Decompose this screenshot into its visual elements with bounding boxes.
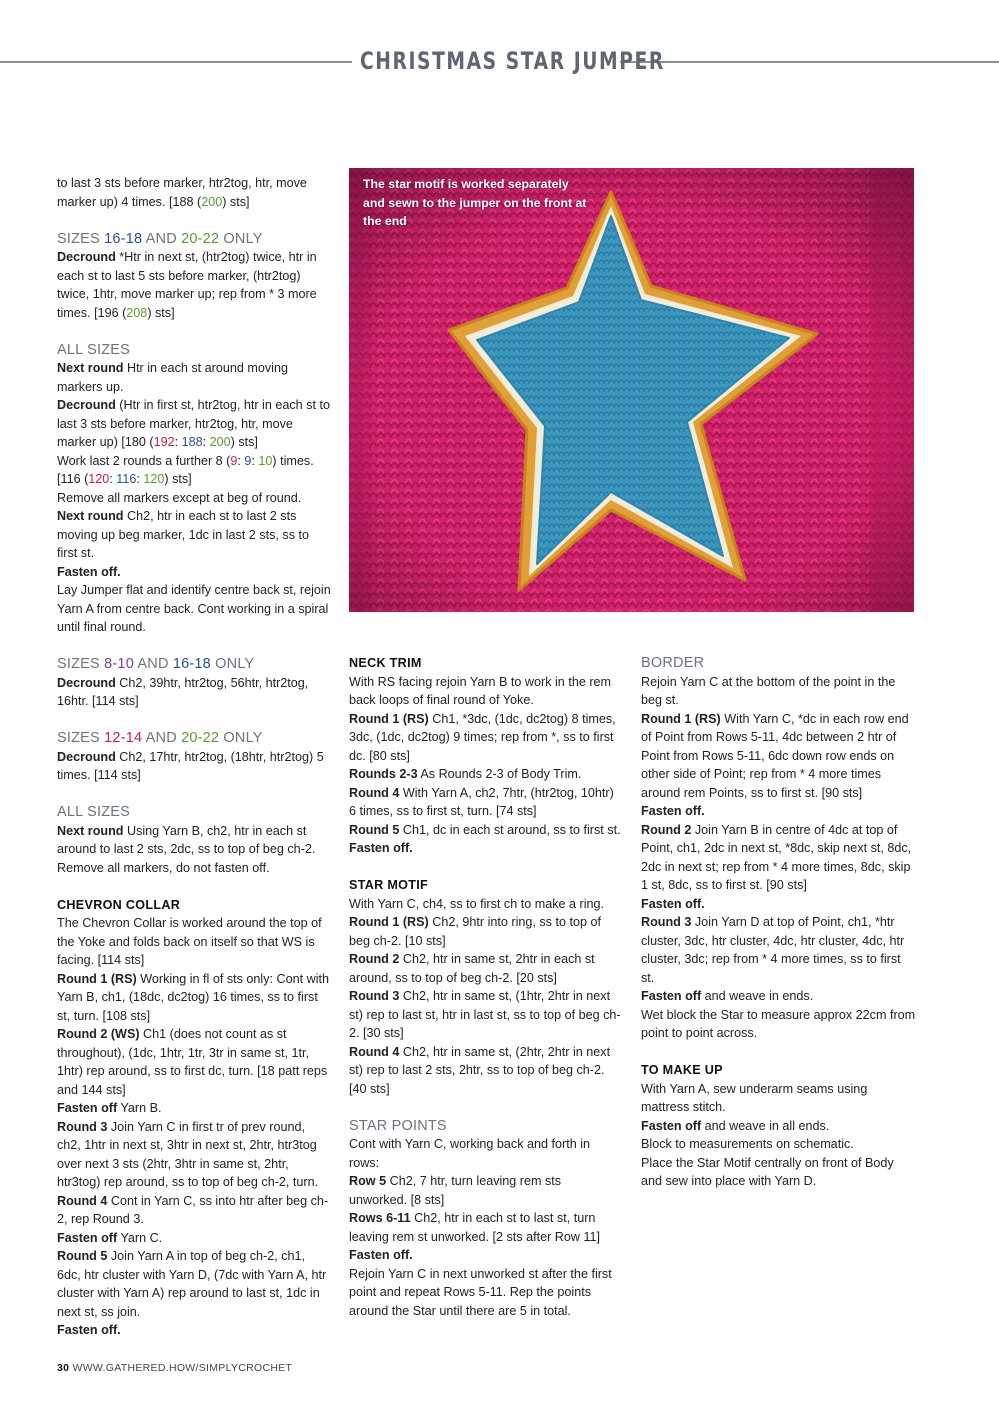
text-neck-round-1: Round 1 (RS) Ch1, *3dc, (1dc, dc2tog) 8 times, 3dc, (1dc, dc2tog) 9 times; rep from *, ss to first dc. [80 sts] xyxy=(349,711,616,763)
text-next-round-2: Next round Ch2, htr in each st to last 2 sts moving up beg marker, 1dc in last 2 sts, ss to first st. xyxy=(57,509,309,560)
photo-caption: The star motif is worked separately and sewn to the jumper on the front at the end xyxy=(363,177,587,228)
text-points-rows-6-11: Rows 6-11 Ch2, htr in each st to last st, turn leaving rem st unworked. [2 sts after Row 11] xyxy=(349,1211,601,1244)
text-intro: to last 3 sts before marker, htr2tog, htr, move marker up) 4 times. [188 (200) sts] xyxy=(57,176,307,209)
text-decround-3: Decround Ch2, 39htr, htr2tog, 56htr, htr2tog, 16htr. [114 sts] xyxy=(57,675,309,708)
section-heading-star-motif: STAR MOTIF xyxy=(349,878,429,892)
text-neck-round-4: Round 4 With Yarn A, ch2, 7htr, (htr2tog, 10htr) 6 times, ss to first st, turn. [74 sts] xyxy=(349,785,614,818)
text-collar-round-5: Round 5 Join Yarn A in top of beg ch-2, ch1, 6dc, htr cluster with Yarn D, (7dc with Yarn A, htr cluster with Yarn A) rep around to last st, 1dc in next st, ss join. xyxy=(57,1249,327,1319)
text-motif-round-2: Round 2 Ch2, htr in same st, 2htr in each st around, ss to top of beg ch-2. [20 sts] xyxy=(349,952,595,985)
text-decround-1: Decround *Htr in next st, (htr2tog) twice, htr in each st to last 5 sts before marker, (htr2tog) twice, 1htr, move marker up; rep from * 3 more times. [196 (208) sts] xyxy=(57,250,317,320)
text-star-intro: With Yarn C, ch4, ss to first ch to make a ring. xyxy=(349,896,604,911)
text-border-round-3: Round 3 Join Yarn D at top of Point, ch1, *htr cluster, 3dc, htr cluster, 4dc, htr cluster, 4dc, htr cluster, 3dc; rep from * 4 more times, ss to first st. xyxy=(641,915,905,985)
sizes-heading-all-2: ALL SIZES xyxy=(57,804,130,820)
text-border-round-2: Round 2 Join Yarn B in centre of 4dc at top of Point, ch1, 2dc in next st, *8dc, skip next st, 8dc, 2dc in next st; rep from * 4 more times, 8dc, skip 1 st, 8dc, ss to first st. [90 sts] xyxy=(641,822,912,892)
text-border-fasten-off-3: Fasten off and weave in ends. xyxy=(641,989,814,1003)
text-points-rejoin: Rejoin Yarn C in next unworked st after the first point and repeat Rows 5-11. Rep the points around the Star until there are 5 in total. xyxy=(349,1266,612,1318)
text-fasten-off-2: Fasten off. xyxy=(57,1323,121,1337)
column-right xyxy=(641,654,917,1191)
text-make-up-1: With Yarn A, sew underarm seams using mattress stitch. xyxy=(641,1081,868,1114)
text-neck-round-5: Round 5 Ch1, dc in each st around, ss to first st. xyxy=(349,822,621,837)
text-collar-round-1: Round 1 (RS) Working in fl of sts only: Cont with Yarn B, ch1, (18dc, dc2tog) 16 times, ss to first st, turn. [108 sts] xyxy=(57,971,330,1023)
text-remove-markers: Remove all markers except at beg of round. xyxy=(57,490,302,505)
text-fasten-off-1: Fasten off. xyxy=(57,564,121,579)
text-make-up-2: Fasten off and weave in all ends. xyxy=(641,1118,830,1133)
text-lay-flat: Lay Jumper flat and identify centre back st, rejoin Yarn A from centre back. Cont working in a spiral until final round. xyxy=(57,583,331,634)
text-wet-block: Wet block the Star to measure approx 22cm from point to point across. xyxy=(641,1007,916,1040)
text-decround-2: Decround (Htr in first st, htr2tog, htr in each st to last 3 sts before marker, htr2tog, htr, move marker up) [180 (192: 188: 200) sts] xyxy=(57,398,330,449)
section-heading-neck-trim: NECK TRIM xyxy=(349,656,422,670)
sizes-heading-8-10-16-18: SIZES 8-10 AND 16-18 ONLY xyxy=(57,656,255,672)
column-middle xyxy=(349,654,621,1320)
column-left xyxy=(57,174,332,1340)
section-heading-chevron-collar: CHEVRON COLLAR xyxy=(57,897,181,912)
text-fasten-off-yarn-b: Fasten off Yarn B. xyxy=(57,1101,162,1115)
sizes-heading-all-1: ALL SIZES xyxy=(57,341,130,358)
page-title: CHRISTMAS STAR JUMPER xyxy=(360,47,665,75)
text-points-intro: Cont with Yarn C, working back and forth in rows: xyxy=(349,1137,591,1170)
text-points-row-5: Row 5 Ch2, 7 htr, turn leaving rem sts unworked. [8 sts] xyxy=(349,1174,562,1207)
star-motif-photo xyxy=(349,168,914,612)
text-make-up-4: Place the Star Motif centrally on front of Body and sew into place with Yarn D. xyxy=(641,1155,894,1188)
text-collar-round-4: Round 4 Cont in Yarn C, ss into htr after beg ch-2, rep Round 3. xyxy=(57,1193,329,1226)
text-border-round-1: Round 1 (RS) With Yarn C, *dc in each row end of Point from Rows 5-11, 4dc between 2 htr of Point from Rows 5-11, 6dc down row ends on other side of Point; rep from * 4 more times around rem Points, ss to first st. [90 sts] xyxy=(641,711,909,800)
text-neck-rounds-2-3: Rounds 2-3 As Rounds 2-3 of Body Trim. xyxy=(349,767,582,781)
text-fasten-off-yarn-c: Fasten off Yarn C. xyxy=(57,1230,163,1245)
text-border-fasten-off-1: Fasten off. xyxy=(641,804,705,818)
text-motif-round-4: Round 4 Ch2, htr in same st, (2htr, 2htr in next st) rep to last 2 sts, 2htr, ss to top of beg ch-2. [40 sts] xyxy=(349,1044,611,1096)
text-collar-round-3: Round 3 Join Yarn C in first tr of prev round, ch2, 1htr in next st, 3htr in next st, 2htr, htr3tog over next 3 sts (2htr, 3htr in same st, 2htr, htr3tog) rep around, ss to top of beg ch-2, turn. xyxy=(57,1119,319,1189)
crochet-star-illustration xyxy=(349,168,914,612)
header-rule-right xyxy=(620,61,999,63)
text-neck-intro: With RS facing rejoin Yarn B to work in the rem back loops of final round of Yoke. xyxy=(349,674,612,707)
page-number: 30 xyxy=(57,1362,70,1374)
text-next-round-1: Next round Htr in each st around moving markers up. xyxy=(57,361,288,394)
text-make-up-3: Block to measurements on schematic. xyxy=(641,1137,854,1151)
text-chevron-intro: The Chevron Collar is worked around the top of the Yoke and folds back on itself so that WS is facing. [114 sts] xyxy=(57,916,322,967)
text-border-intro: Rejoin Yarn C at the bottom of the point in the beg st. xyxy=(641,674,896,707)
text-points-fasten-off: Fasten off. xyxy=(349,1248,413,1262)
section-heading-star-points: STAR POINTS xyxy=(349,1117,447,1134)
text-collar-round-2: Round 2 (WS) Ch1 (does not count as st throughout), (1dc, 1htr, 1tr, 3tr in same st, 1tr, 1htr) rep around, ss to first dc, turn. [18 patt reps and 144 sts] xyxy=(57,1027,328,1097)
text-border-fasten-off-2: Fasten off. xyxy=(641,896,705,911)
text-decround-4: Decround Ch2, 17htr, htr2tog, (18htr, htr2tog) 5 times. [114 sts] xyxy=(57,749,324,782)
text-motif-round-1: Round 1 (RS) Ch2, 9htr into ring, ss to top of beg ch-2. [10 sts] xyxy=(349,915,601,948)
section-heading-to-make-up: TO MAKE UP xyxy=(641,1063,723,1077)
sizes-heading-16-18-20-22: SIZES 16-18 AND 20-22 ONLY xyxy=(57,230,263,247)
page-footer xyxy=(57,1362,292,1374)
footer-url: WWW.GATHERED.HOW/SIMPLYCROCHET xyxy=(72,1362,293,1374)
text-work-rounds: Work last 2 rounds a further 8 (9: 9: 10) times. [116 (120: 116: 120) sts] xyxy=(57,453,314,486)
sizes-heading-12-14-20-22: SIZES 12-14 AND 20-22 ONLY xyxy=(57,730,263,746)
header-rule-left xyxy=(0,61,352,63)
text-next-round-3: Next round Using Yarn B, ch2, htr in each st around to last 2 sts, 2dc, ss to top of beg ch-2. Remove all markers, do not fasten off. xyxy=(57,823,316,875)
section-heading-border: BORDER xyxy=(641,655,705,671)
text-motif-round-3: Round 3 Ch2, htr in same st, (1htr, 2htr in next st) rep to last st, htr in last st, ss to top of beg ch-2. [30 sts] xyxy=(349,989,621,1040)
text-neck-fasten-off: Fasten off. xyxy=(349,841,413,855)
